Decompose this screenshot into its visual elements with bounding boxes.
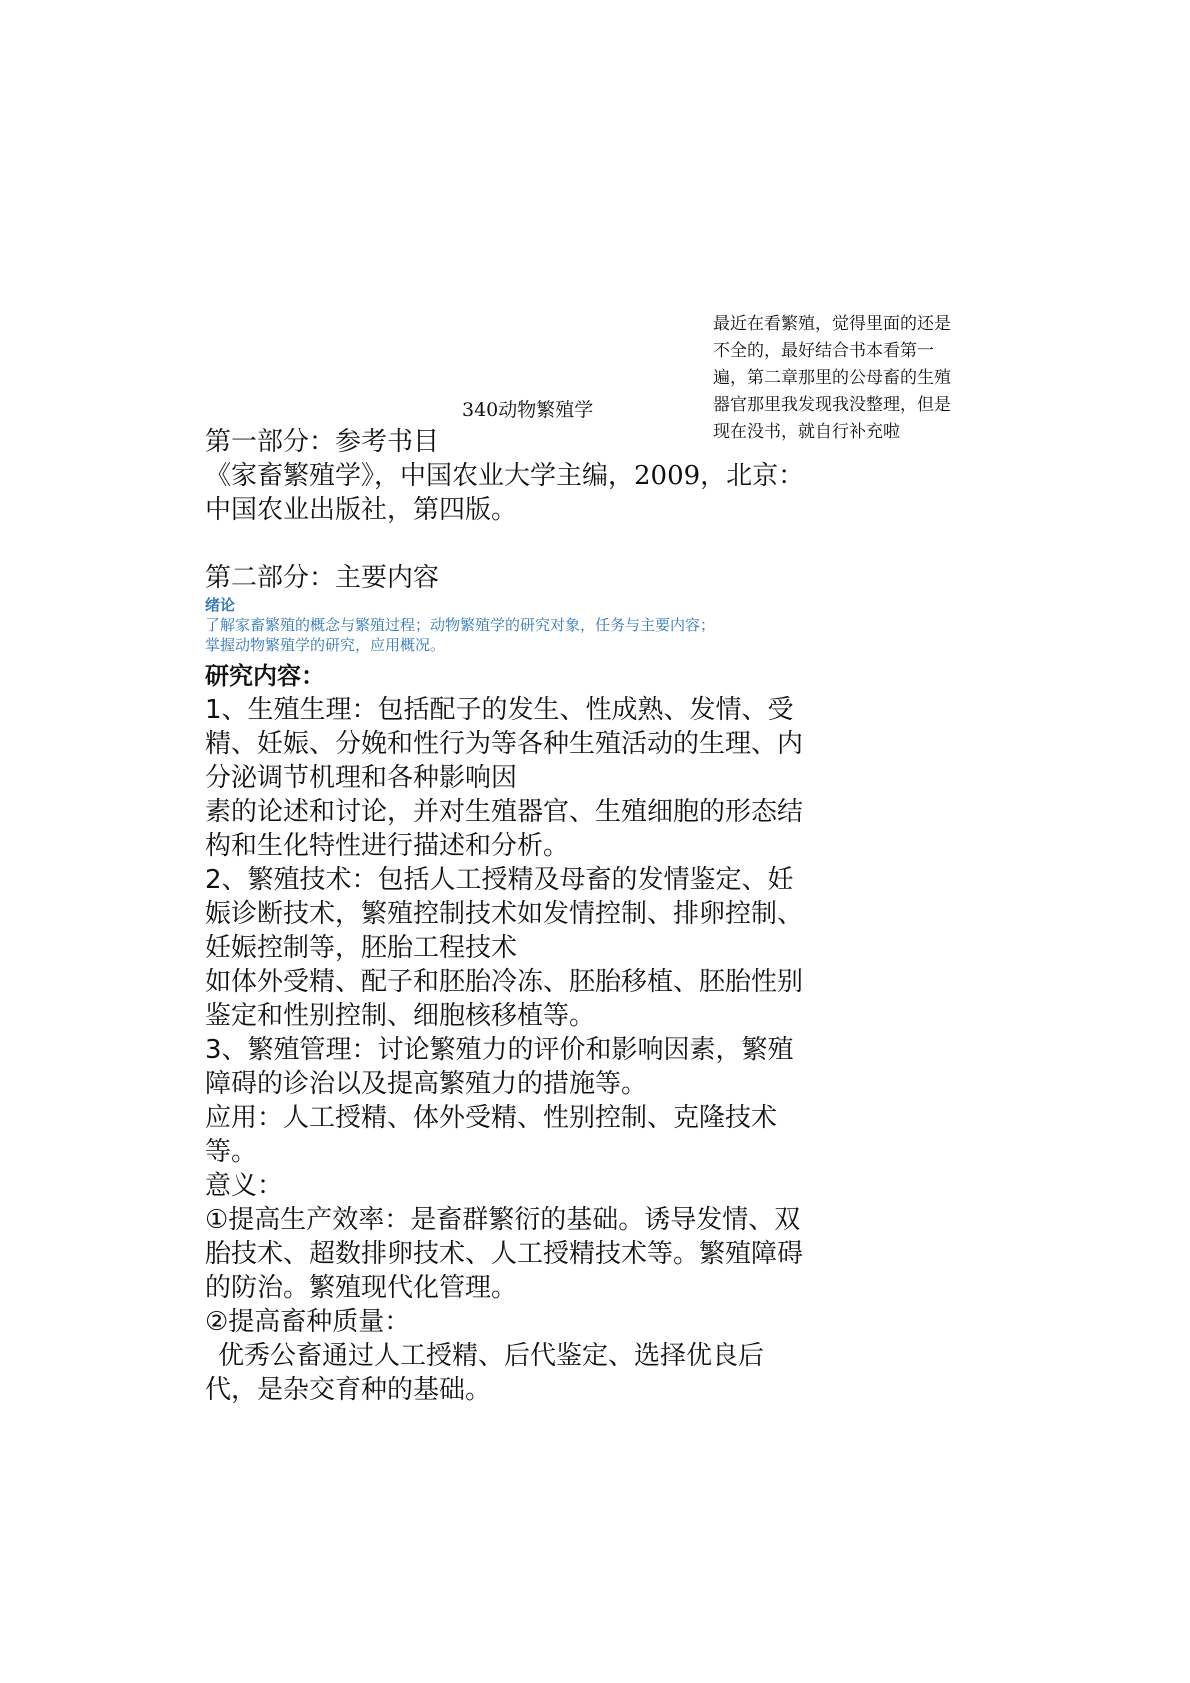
reference-book-line: 中国农业出版社，第四版。 [205, 495, 518, 525]
margin-note-line: 不全的，最好结合书本看第一 [713, 341, 934, 361]
body-line: 意义： [205, 1171, 284, 1201]
body-line: 分泌调节机理和各种影响因 [205, 763, 518, 793]
body-line: 鉴定和性别控制、细胞核移植等。 [205, 1001, 596, 1031]
intro-heading: 绪论 [205, 596, 236, 614]
body-line: 优秀公畜通过人工授精、后代鉴定、选择优良后 [218, 1341, 765, 1371]
body-line: 胎技术、超数排卵技术、人工授精技术等。繁殖障碍 [205, 1239, 804, 1269]
part1-heading: 第一部分：参考书目 [205, 427, 440, 457]
spacer [205, 527, 885, 561]
document-title: 340动物繁殖学 [462, 399, 594, 421]
body-line: 如体外受精、配子和胚胎冷冻、胚胎移植、胚胎性别 [205, 967, 804, 997]
body-line: 的防治。繁殖现代化管理。 [205, 1273, 518, 1303]
body-line: 3、繁殖管理：讨论繁殖力的评价和影响因素，繁殖 [205, 1035, 794, 1065]
research-heading: 研究内容： [205, 662, 325, 690]
margin-note-line: 遍，第二章那里的公母畜的生殖 [713, 368, 951, 388]
body-line: ②提高畜种质量： [205, 1307, 411, 1337]
body-line: 娠诊断技术，繁殖控制技术如发情控制、排卵控制、 [205, 899, 804, 929]
body-line: 精、妊娠、分娩和性行为等各种生殖活动的生理、内 [205, 729, 804, 759]
margin-note-line: 现在没书，就自行补充啦 [713, 422, 900, 442]
body-line: 素的论述和讨论，并对生殖器官、生殖细胞的形态结 [205, 797, 804, 827]
reference-book-line: 《家畜繁殖学》，中国农业大学主编，2009，北京： [205, 461, 805, 491]
body-line: 2、繁殖技术：包括人工授精及母畜的发情鉴定、妊 [205, 865, 794, 895]
body-line: 障碍的诊治以及提高繁殖力的措施等。 [205, 1069, 648, 1099]
body-line: 妊娠控制等，胚胎工程技术 [205, 933, 518, 963]
margin-note-line: 最近在看繁殖，觉得里面的还是 [713, 314, 951, 334]
body-line: 构和生化特性进行描述和分析。 [205, 831, 570, 861]
intro-text-line: 了解家畜繁殖的概念与繁殖过程；动物繁殖学的研究对象，任务与主要内容； [205, 616, 716, 634]
body-line: 应用：人工授精、体外受精、性别控制、克隆技术 [205, 1103, 778, 1133]
body-line: 代，是杂交育种的基础。 [205, 1375, 492, 1405]
part2-heading: 第二部分：主要内容 [205, 563, 440, 593]
margin-note-line: 器官那里我发现我没整理，但是 [713, 395, 951, 415]
intro-text-line: 掌握动物繁殖学的研究，应用概况。 [205, 636, 446, 654]
body-line: 1、生殖生理：包括配子的发生、性成熟、发情、受 [205, 695, 794, 725]
document-body [205, 425, 885, 1407]
body-line: ①提高生产效率：是畜群繁衍的基础。诱导发情、双 [205, 1205, 801, 1235]
body-line: 等。 [205, 1137, 258, 1167]
